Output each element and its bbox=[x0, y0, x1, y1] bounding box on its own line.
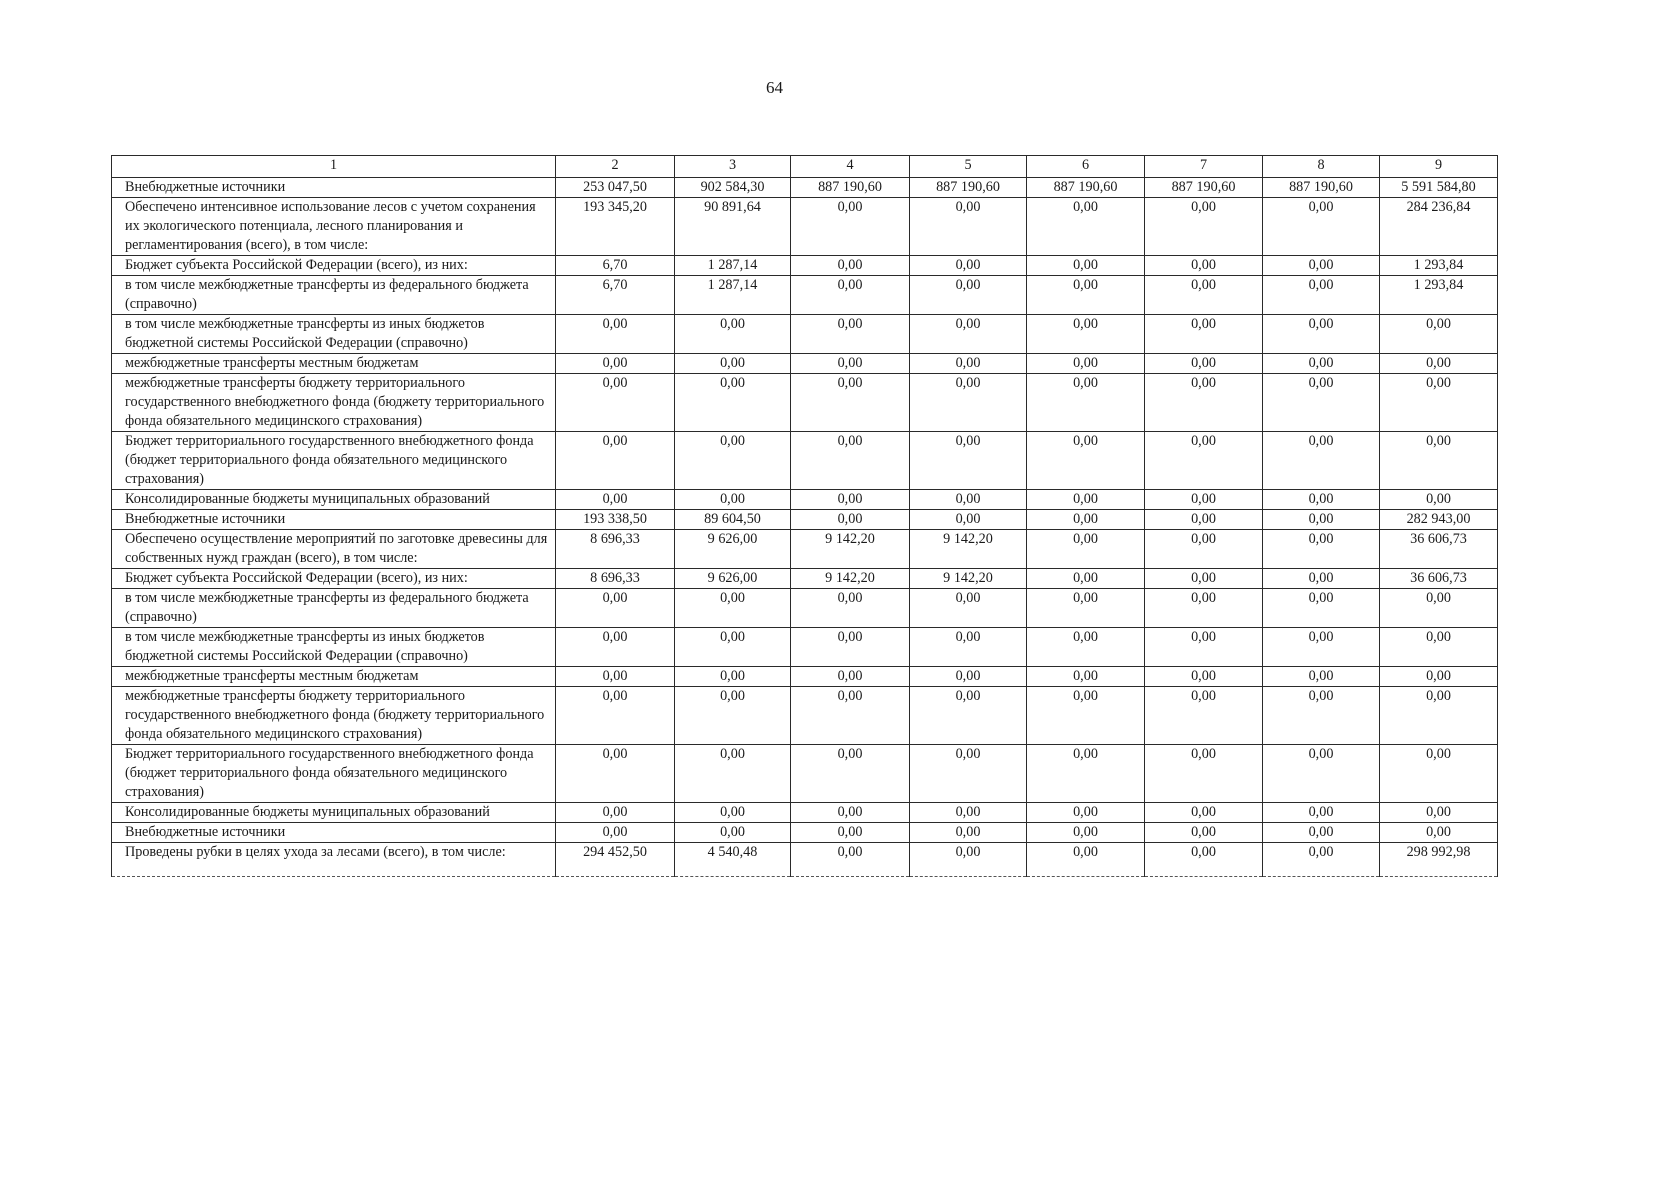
row-label: межбюджетные трансферты бюджету территориального государственного внебюджетного фонда (бюджету территориального фонда обязательного медицинского страхования) bbox=[112, 687, 556, 745]
value-cell: 0,00 bbox=[1027, 667, 1145, 687]
value-cell: 887 190,60 bbox=[910, 178, 1027, 198]
value-cell: 0,00 bbox=[1145, 745, 1263, 803]
value-cell: 0,00 bbox=[1145, 432, 1263, 490]
value-cell: 9 626,00 bbox=[675, 530, 791, 569]
column-number: 8 bbox=[1263, 156, 1380, 178]
value-cell: 0,00 bbox=[1145, 315, 1263, 354]
row-label: Бюджет субъекта Российской Федерации (всего), из них: bbox=[112, 569, 556, 589]
value-cell: 0,00 bbox=[910, 687, 1027, 745]
value-cell: 0,00 bbox=[791, 510, 910, 530]
value-cell: 0,00 bbox=[1145, 628, 1263, 667]
value-cell: 1 287,14 bbox=[675, 256, 791, 276]
value-cell: 0,00 bbox=[910, 198, 1027, 256]
value-cell: 0,00 bbox=[910, 823, 1027, 843]
value-cell: 0,00 bbox=[556, 628, 675, 667]
value-cell: 0,00 bbox=[1263, 628, 1380, 667]
row-label: Внебюджетные источники bbox=[112, 178, 556, 198]
value-cell: 0,00 bbox=[1027, 315, 1145, 354]
table-row bbox=[112, 803, 1498, 823]
budget-table bbox=[111, 155, 1498, 877]
value-cell: 0,00 bbox=[1027, 198, 1145, 256]
value-cell: 0,00 bbox=[1380, 354, 1498, 374]
table-row bbox=[112, 432, 1498, 490]
value-cell: 9 626,00 bbox=[675, 569, 791, 589]
value-cell: 0,00 bbox=[1027, 374, 1145, 432]
value-cell: 1 293,84 bbox=[1380, 256, 1498, 276]
value-cell: 0,00 bbox=[791, 823, 910, 843]
value-cell: 0,00 bbox=[1145, 667, 1263, 687]
value-cell: 0,00 bbox=[1263, 354, 1380, 374]
row-label: Обеспечено интенсивное использование лесов с учетом сохранения их экологического потенциала, лесного планирования и регламентирования (всего), в том числе: bbox=[112, 198, 556, 256]
row-label: Бюджет территориального государственного внебюджетного фонда (бюджет территориального фонда обязательного медицинского страхования) bbox=[112, 432, 556, 490]
value-cell: 0,00 bbox=[1380, 803, 1498, 823]
row-label: межбюджетные трансферты бюджету территориального государственного внебюджетного фонда (бюджету территориального фонда обязательного медицинского страхования) bbox=[112, 374, 556, 432]
value-cell: 9 142,20 bbox=[910, 569, 1027, 589]
value-cell: 0,00 bbox=[1263, 687, 1380, 745]
value-cell: 36 606,73 bbox=[1380, 530, 1498, 569]
value-cell: 0,00 bbox=[910, 490, 1027, 510]
value-cell: 0,00 bbox=[910, 256, 1027, 276]
value-cell: 0,00 bbox=[1380, 589, 1498, 628]
value-cell: 0,00 bbox=[675, 432, 791, 490]
value-cell: 9 142,20 bbox=[791, 530, 910, 569]
value-cell: 0,00 bbox=[1145, 510, 1263, 530]
value-cell: 298 992,98 bbox=[1380, 843, 1498, 877]
value-cell: 0,00 bbox=[1145, 374, 1263, 432]
value-cell: 0,00 bbox=[556, 745, 675, 803]
table-row bbox=[112, 276, 1498, 315]
value-cell: 0,00 bbox=[1263, 198, 1380, 256]
value-cell: 0,00 bbox=[675, 354, 791, 374]
value-cell: 0,00 bbox=[910, 667, 1027, 687]
value-cell: 0,00 bbox=[675, 823, 791, 843]
value-cell: 887 190,60 bbox=[1027, 178, 1145, 198]
value-cell: 0,00 bbox=[1145, 530, 1263, 569]
value-cell: 0,00 bbox=[1380, 315, 1498, 354]
value-cell: 0,00 bbox=[1027, 490, 1145, 510]
table-row bbox=[112, 530, 1498, 569]
value-cell: 0,00 bbox=[1027, 628, 1145, 667]
value-cell: 284 236,84 bbox=[1380, 198, 1498, 256]
value-cell: 0,00 bbox=[675, 589, 791, 628]
value-cell: 0,00 bbox=[1263, 843, 1380, 877]
value-cell: 0,00 bbox=[1263, 490, 1380, 510]
value-cell: 0,00 bbox=[910, 510, 1027, 530]
value-cell: 0,00 bbox=[1027, 432, 1145, 490]
column-number: 7 bbox=[1145, 156, 1263, 178]
value-cell: 0,00 bbox=[1027, 569, 1145, 589]
value-cell: 0,00 bbox=[1145, 569, 1263, 589]
row-label: межбюджетные трансферты местным бюджетам bbox=[112, 354, 556, 374]
value-cell: 0,00 bbox=[1263, 315, 1380, 354]
row-label: Консолидированные бюджеты муниципальных образований bbox=[112, 803, 556, 823]
value-cell: 0,00 bbox=[1380, 745, 1498, 803]
value-cell: 253 047,50 bbox=[556, 178, 675, 198]
value-cell: 9 142,20 bbox=[791, 569, 910, 589]
row-label: в том числе межбюджетные трансферты из иных бюджетов бюджетной системы Российской Федерации (справочно) bbox=[112, 315, 556, 354]
value-cell: 0,00 bbox=[1380, 490, 1498, 510]
value-cell: 0,00 bbox=[1263, 374, 1380, 432]
value-cell: 0,00 bbox=[791, 315, 910, 354]
value-cell: 0,00 bbox=[1263, 510, 1380, 530]
value-cell: 0,00 bbox=[1380, 687, 1498, 745]
value-cell: 0,00 bbox=[791, 490, 910, 510]
table-row bbox=[112, 198, 1498, 256]
column-number: 6 bbox=[1027, 156, 1145, 178]
value-cell: 5 591 584,80 bbox=[1380, 178, 1498, 198]
value-cell: 887 190,60 bbox=[1145, 178, 1263, 198]
value-cell: 0,00 bbox=[556, 803, 675, 823]
value-cell: 0,00 bbox=[791, 687, 910, 745]
row-label: Бюджет субъекта Российской Федерации (всего), из них: bbox=[112, 256, 556, 276]
value-cell: 0,00 bbox=[1380, 823, 1498, 843]
value-cell: 0,00 bbox=[910, 354, 1027, 374]
value-cell: 0,00 bbox=[1380, 374, 1498, 432]
value-cell: 0,00 bbox=[1263, 256, 1380, 276]
column-number: 9 bbox=[1380, 156, 1498, 178]
value-cell: 294 452,50 bbox=[556, 843, 675, 877]
column-number-row bbox=[112, 156, 1498, 178]
table-row bbox=[112, 354, 1498, 374]
value-cell: 6,70 bbox=[556, 256, 675, 276]
value-cell: 0,00 bbox=[1380, 667, 1498, 687]
value-cell: 0,00 bbox=[1145, 823, 1263, 843]
value-cell: 0,00 bbox=[910, 803, 1027, 823]
row-label: в том числе межбюджетные трансферты из федерального бюджета (справочно) bbox=[112, 276, 556, 315]
row-label: межбюджетные трансферты местным бюджетам bbox=[112, 667, 556, 687]
value-cell: 0,00 bbox=[910, 374, 1027, 432]
table-row bbox=[112, 256, 1498, 276]
value-cell: 0,00 bbox=[1145, 490, 1263, 510]
value-cell: 0,00 bbox=[1027, 256, 1145, 276]
value-cell: 0,00 bbox=[1263, 569, 1380, 589]
value-cell: 0,00 bbox=[910, 432, 1027, 490]
row-label: Консолидированные бюджеты муниципальных образований bbox=[112, 490, 556, 510]
value-cell: 0,00 bbox=[1027, 276, 1145, 315]
row-label: Бюджет территориального государственного внебюджетного фонда (бюджет территориального фонда обязательного медицинского страхования) bbox=[112, 745, 556, 803]
value-cell: 0,00 bbox=[556, 374, 675, 432]
table-row bbox=[112, 628, 1498, 667]
value-cell: 0,00 bbox=[791, 745, 910, 803]
value-cell: 0,00 bbox=[1263, 745, 1380, 803]
value-cell: 0,00 bbox=[1263, 530, 1380, 569]
value-cell: 0,00 bbox=[791, 276, 910, 315]
value-cell: 0,00 bbox=[910, 276, 1027, 315]
row-label: Внебюджетные источники bbox=[112, 510, 556, 530]
value-cell: 1 293,84 bbox=[1380, 276, 1498, 315]
row-label: Внебюджетные источники bbox=[112, 823, 556, 843]
value-cell: 0,00 bbox=[556, 490, 675, 510]
table-row bbox=[112, 374, 1498, 432]
value-cell: 0,00 bbox=[1027, 687, 1145, 745]
value-cell: 193 338,50 bbox=[556, 510, 675, 530]
value-cell: 0,00 bbox=[791, 374, 910, 432]
value-cell: 0,00 bbox=[910, 843, 1027, 877]
value-cell: 0,00 bbox=[556, 589, 675, 628]
value-cell: 0,00 bbox=[1145, 198, 1263, 256]
value-cell: 0,00 bbox=[910, 589, 1027, 628]
value-cell: 4 540,48 bbox=[675, 843, 791, 877]
value-cell: 0,00 bbox=[1145, 354, 1263, 374]
table-row bbox=[112, 687, 1498, 745]
value-cell: 0,00 bbox=[1027, 530, 1145, 569]
value-cell: 0,00 bbox=[556, 354, 675, 374]
value-cell: 0,00 bbox=[1145, 256, 1263, 276]
value-cell: 0,00 bbox=[791, 198, 910, 256]
value-cell: 0,00 bbox=[1263, 803, 1380, 823]
value-cell: 6,70 bbox=[556, 276, 675, 315]
value-cell: 0,00 bbox=[1145, 843, 1263, 877]
value-cell: 0,00 bbox=[675, 667, 791, 687]
value-cell: 8 696,33 bbox=[556, 530, 675, 569]
value-cell: 0,00 bbox=[1027, 843, 1145, 877]
table-row bbox=[112, 569, 1498, 589]
value-cell: 0,00 bbox=[910, 628, 1027, 667]
value-cell: 0,00 bbox=[791, 354, 910, 374]
value-cell: 8 696,33 bbox=[556, 569, 675, 589]
value-cell: 0,00 bbox=[556, 432, 675, 490]
table-row bbox=[112, 843, 1498, 877]
value-cell: 0,00 bbox=[1380, 432, 1498, 490]
value-cell: 0,00 bbox=[1263, 823, 1380, 843]
column-number: 5 bbox=[910, 156, 1027, 178]
value-cell: 887 190,60 bbox=[1263, 178, 1380, 198]
table-row bbox=[112, 589, 1498, 628]
table-row bbox=[112, 510, 1498, 530]
table-row bbox=[112, 315, 1498, 354]
value-cell: 0,00 bbox=[675, 687, 791, 745]
value-cell: 0,00 bbox=[1263, 276, 1380, 315]
value-cell: 0,00 bbox=[675, 745, 791, 803]
value-cell: 902 584,30 bbox=[675, 178, 791, 198]
value-cell: 0,00 bbox=[675, 374, 791, 432]
value-cell: 0,00 bbox=[1027, 803, 1145, 823]
value-cell: 0,00 bbox=[1027, 354, 1145, 374]
value-cell: 0,00 bbox=[1145, 803, 1263, 823]
column-number: 2 bbox=[556, 156, 675, 178]
value-cell: 9 142,20 bbox=[910, 530, 1027, 569]
value-cell: 90 891,64 bbox=[675, 198, 791, 256]
value-cell: 0,00 bbox=[675, 490, 791, 510]
value-cell: 0,00 bbox=[675, 628, 791, 667]
value-cell: 0,00 bbox=[1380, 628, 1498, 667]
table-row bbox=[112, 490, 1498, 510]
value-cell: 0,00 bbox=[791, 256, 910, 276]
value-cell: 193 345,20 bbox=[556, 198, 675, 256]
value-cell: 0,00 bbox=[556, 315, 675, 354]
value-cell: 0,00 bbox=[1027, 510, 1145, 530]
value-cell: 0,00 bbox=[1145, 276, 1263, 315]
row-label: Обеспечено осуществление мероприятий по заготовке древесины для собственных нужд граждан (всего), в том числе: bbox=[112, 530, 556, 569]
column-number: 3 bbox=[675, 156, 791, 178]
value-cell: 0,00 bbox=[791, 667, 910, 687]
row-label: в том числе межбюджетные трансферты из иных бюджетов бюджетной системы Российской Федерации (справочно) bbox=[112, 628, 556, 667]
value-cell: 0,00 bbox=[910, 315, 1027, 354]
value-cell: 282 943,00 bbox=[1380, 510, 1498, 530]
page-number: 64 bbox=[766, 78, 783, 97]
value-cell: 0,00 bbox=[791, 843, 910, 877]
value-cell: 0,00 bbox=[1027, 745, 1145, 803]
table-row bbox=[112, 667, 1498, 687]
value-cell: 0,00 bbox=[791, 628, 910, 667]
value-cell: 36 606,73 bbox=[1380, 569, 1498, 589]
value-cell: 0,00 bbox=[791, 589, 910, 628]
value-cell: 0,00 bbox=[556, 667, 675, 687]
table-row bbox=[112, 823, 1498, 843]
value-cell: 0,00 bbox=[1027, 823, 1145, 843]
value-cell: 0,00 bbox=[556, 823, 675, 843]
row-label: Проведены рубки в целях ухода за лесами (всего), в том числе: bbox=[112, 843, 556, 877]
value-cell: 0,00 bbox=[556, 687, 675, 745]
value-cell: 0,00 bbox=[791, 432, 910, 490]
value-cell: 0,00 bbox=[910, 745, 1027, 803]
value-cell: 0,00 bbox=[675, 803, 791, 823]
value-cell: 89 604,50 bbox=[675, 510, 791, 530]
value-cell: 0,00 bbox=[791, 803, 910, 823]
column-number: 1 bbox=[112, 156, 556, 178]
value-cell: 887 190,60 bbox=[791, 178, 910, 198]
table-row bbox=[112, 178, 1498, 198]
row-label: в том числе межбюджетные трансферты из федерального бюджета (справочно) bbox=[112, 589, 556, 628]
value-cell: 0,00 bbox=[1263, 667, 1380, 687]
value-cell: 0,00 bbox=[1027, 589, 1145, 628]
value-cell: 0,00 bbox=[1145, 589, 1263, 628]
value-cell: 0,00 bbox=[675, 315, 791, 354]
value-cell: 0,00 bbox=[1263, 589, 1380, 628]
column-number: 4 bbox=[791, 156, 910, 178]
table-row bbox=[112, 745, 1498, 803]
value-cell: 0,00 bbox=[1263, 432, 1380, 490]
value-cell: 1 287,14 bbox=[675, 276, 791, 315]
value-cell: 0,00 bbox=[1145, 687, 1263, 745]
